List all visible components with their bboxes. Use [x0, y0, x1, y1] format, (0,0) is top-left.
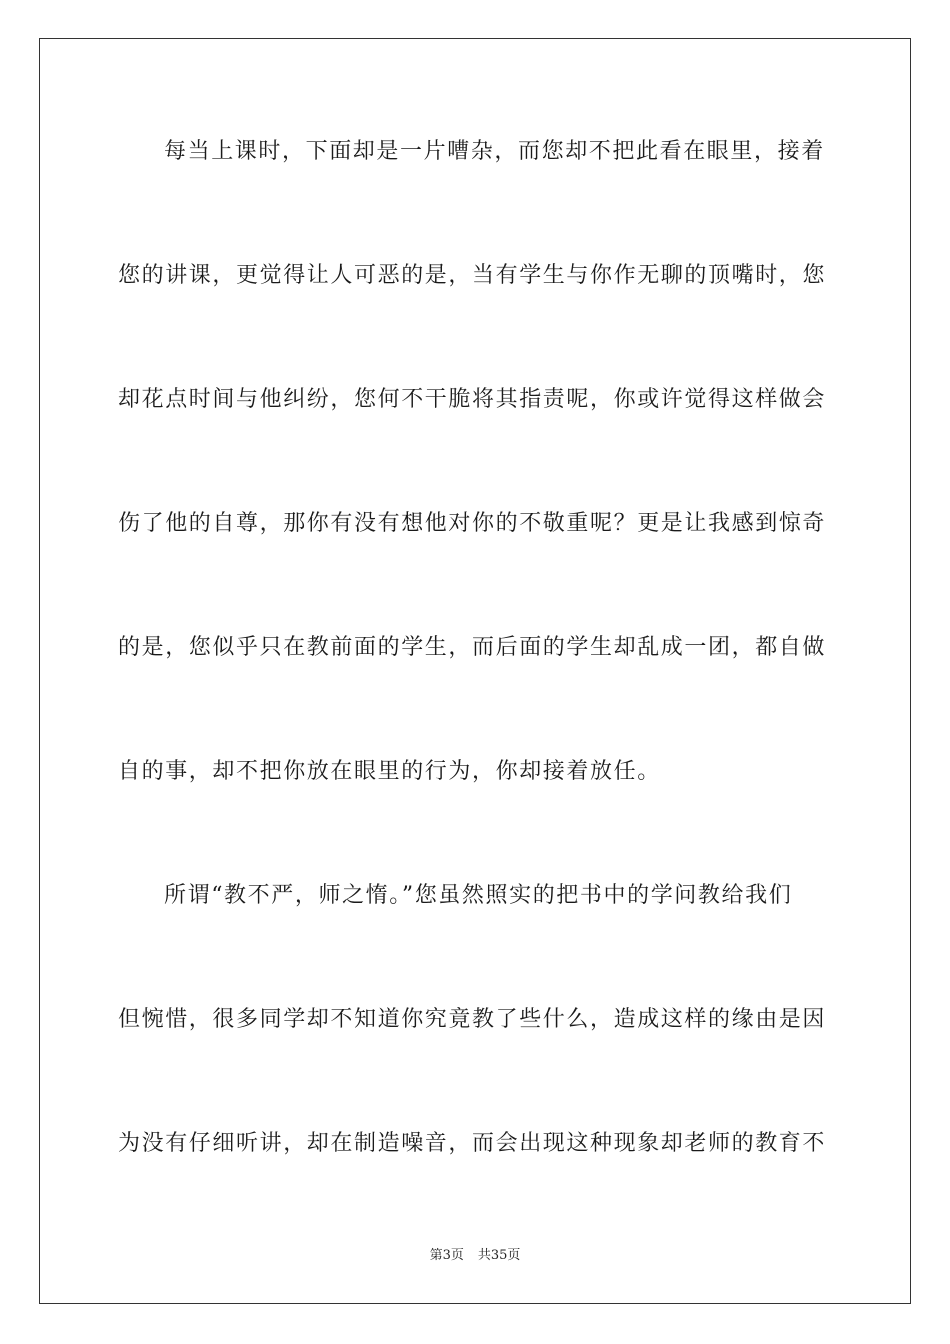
page-number: 第3页 [429, 1248, 464, 1263]
total-pages: 共35页 [477, 1248, 521, 1263]
text-line: 每当上课时，下面却是一片嘈杂，而您却不把此看在眼里，接着 [164, 139, 825, 164]
text-line: 所谓“教不严，师之惰。”您虽然照实的把书中的学问教给我们 [164, 883, 793, 908]
page-border [39, 38, 911, 1304]
text-line: 但惋惜，很多同学却不知道你究竟教了些什么，造成这样的缘由是因 [118, 1007, 827, 1032]
text-line: 伤了他的自尊，那你有没有想他对你的不敬重呢？更是让我感到惊奇 [118, 511, 827, 536]
text-line: 为没有仔细听讲，却在制造噪音，而会出现这种现象却老师的教育不 [118, 1131, 827, 1156]
text-line: 却花点时间与他纠纷，您何不干脆将其指责呢，你或许觉得这样做会 [118, 387, 827, 412]
text-line: 自的事，却不把你放在眼里的行为，你却接着放任。 [118, 759, 661, 784]
page-footer [0, 1247, 950, 1265]
text-line: 您的讲课，更觉得让人可恶的是，当有学生与你作无聊的顶嘴时，您 [118, 263, 827, 288]
text-line: 的是，您似乎只在教前面的学生，而后面的学生却乱成一团，都自做 [118, 635, 827, 660]
